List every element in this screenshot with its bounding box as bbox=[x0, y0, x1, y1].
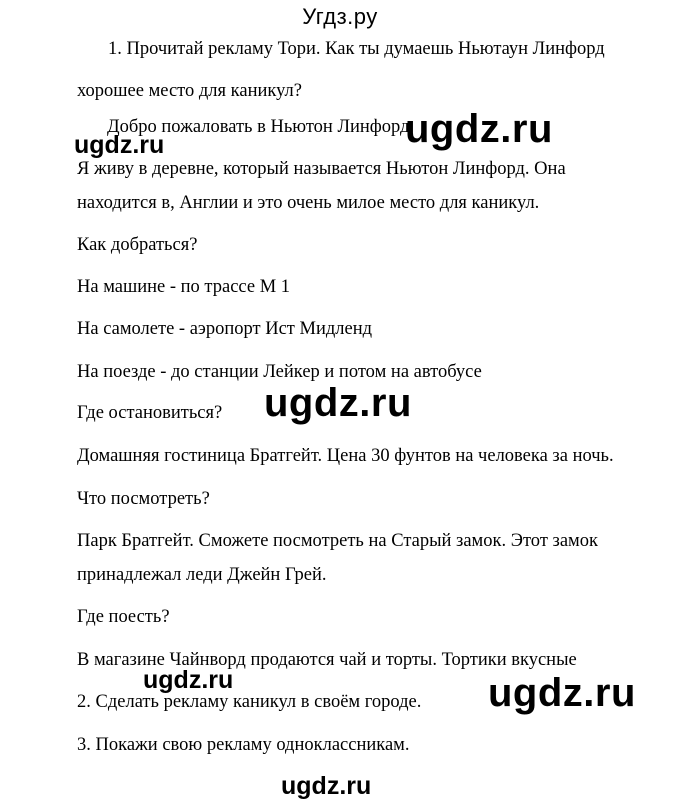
text-line: Парк Братгейт. Сможете посмотреть на Старый замок. Этот замок bbox=[77, 531, 598, 551]
text-line: Где остановиться? bbox=[77, 403, 223, 423]
text-line: 3. Покажи свою рекламу одноклассникам. bbox=[77, 735, 410, 755]
watermark: ugdz.ru bbox=[264, 381, 412, 425]
text-line: хорошее место для каникул? bbox=[77, 81, 302, 101]
watermark: ugdz.ru bbox=[488, 671, 636, 715]
text-line: В магазине Чайнворд продаются чай и торты. Тортики вкусные bbox=[77, 650, 577, 670]
text-line: Домашняя гостиница Братгейт. Цена 30 фунтов на человека за ночь. bbox=[77, 446, 614, 466]
text-line: На машине - по трассе М 1 bbox=[77, 277, 291, 297]
watermark: ugdz.ru bbox=[405, 107, 553, 151]
text-line: Как добраться? bbox=[77, 235, 198, 255]
text-line: находится в, Англии и это очень милое место для каникул. bbox=[77, 193, 540, 213]
text-line: 2. Сделать рекламу каникул в своём городе. bbox=[77, 692, 422, 712]
text-line: принадлежал леди Джейн Грей. bbox=[77, 565, 327, 585]
text-line: На поезде - до станции Лейкер и потом на автобусе bbox=[77, 362, 482, 382]
page-header: Угдз.ру bbox=[302, 4, 378, 29]
text-line: Что посмотреть? bbox=[77, 489, 210, 509]
text-line: Добро пожаловать в Ньютон Линфорд bbox=[107, 117, 410, 137]
watermark: ugdz.ru bbox=[143, 666, 234, 694]
text-line: 1. Прочитай рекламу Тори. Как ты думаешь Ньютаун Линфорд bbox=[108, 39, 605, 59]
text-line: Я живу в деревне, который называется Ньютон Линфорд. Она bbox=[77, 159, 566, 179]
watermark: ugdz.ru bbox=[281, 772, 372, 800]
watermark: ugdz.ru bbox=[74, 131, 165, 159]
text-line: На самолете - аэропорт Ист Мидленд bbox=[77, 319, 373, 339]
text-line: Где поесть? bbox=[77, 607, 170, 627]
